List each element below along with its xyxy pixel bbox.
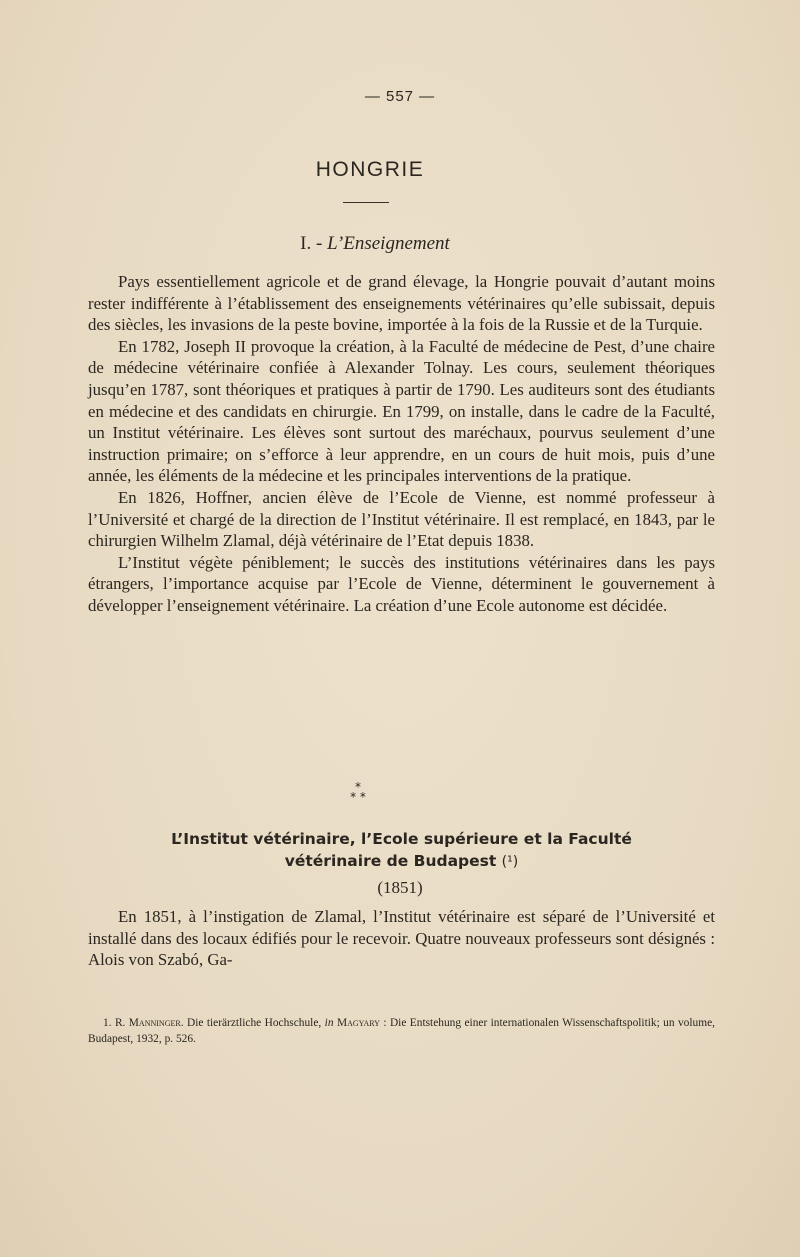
section-number: I. -	[300, 233, 328, 254]
subsection-heading-line2: vétérinaire de Budapest	[284, 852, 502, 870]
footnote-number: 1.	[103, 1017, 115, 1029]
paragraph: L’Institut végète péniblement; le succès des institutions vétérinaires dans les pays étrangers, l’importance acquise par l’Ecole de Vienne, déterminent le gouvernement à développer l’enseignement vétérinaire. La création d’une Ecole autonome est décidée.	[88, 552, 715, 615]
chapter-title: HONGRIE	[315, 158, 425, 181]
body-text-main	[88, 271, 715, 617]
footnote-source: : Die Entstehung einer internationalen Wissenschaftspolitik; un volume, Budapest, 1932, p. 526.	[88, 1017, 715, 1045]
footnote-reference: (¹)	[501, 854, 519, 870]
paragraph: En 1782, Joseph II provoque la création, à la Faculté de médecine de Pest, d’une chaire de médecine vétérinaire confiée à Alexander Tolnay. Les cours, seulement théoriques jusqu’en 1787, sont théoriques et pratiques à partir de 1790. Les auditeurs sont des étudiants en médecine et des candidats en chirurgie. En 1799, on installe, dans le cadre de la Faculté, un Institut vétérinaire. Les élèves sont surtout des maréchaux, pourvus seulement d’une instruction primaire; on s’efforce à leur apprendre, en un cours de huit mois, puis d’une année, les éléments de la médecine et les principales interventions de la pratique.	[88, 336, 715, 486]
subsection-year: (1851)	[377, 878, 423, 897]
footnote	[88, 1015, 715, 1047]
asterism-top: *	[355, 780, 361, 794]
footnote-editor: Magyary	[333, 1017, 380, 1029]
page-number: — 557 —	[364, 88, 436, 105]
asterism	[0, 782, 716, 802]
footnote-author: R. Manninger.	[114, 1017, 184, 1029]
paragraph: Pays essentiellement agricole et de grand élevage, la Hongrie pouvait d’autant moins rester indifférente à l’établissement des enseignements vétérinaires qu’elle subissait, depuis des siècles, les invasions de la peste bovine, importée à la fois de la Russie et de la Turquie.	[88, 272, 715, 335]
subsection-heading	[88, 828, 715, 873]
body-text-second	[88, 906, 715, 971]
paragraph: En 1826, Hoffner, ancien élève de l’Ecole de Vienne, est nommé professeur à l’Université et chargé de la direction de l’Institut vétérinaire. Il est remplacé, en 1843, par le chirurgien Wilhelm Zlamal, déjà vétérinaire de l’Etat depuis 1838.	[88, 487, 715, 551]
section-heading	[0, 233, 750, 255]
footnote-in: in	[324, 1017, 334, 1029]
title-divider	[343, 202, 389, 203]
section-title: L’Enseignement	[327, 233, 450, 254]
footnote-title: Die tierärztliche Hochschule,	[183, 1017, 325, 1029]
subsection-heading-line1: L’Institut vétérinaire, l’Ecole supérieure et la Faculté	[171, 830, 632, 848]
asterism-bottom: * *	[350, 790, 366, 804]
paragraph: En 1851, à l’instigation de Zlamal, l’Institut vétérinaire est séparé de l’Université et installé dans des locaux édifiés pour le recevoir. Quatre nouveaux professeurs sont désignés : Alois von Szabó, Ga-	[88, 907, 715, 970]
